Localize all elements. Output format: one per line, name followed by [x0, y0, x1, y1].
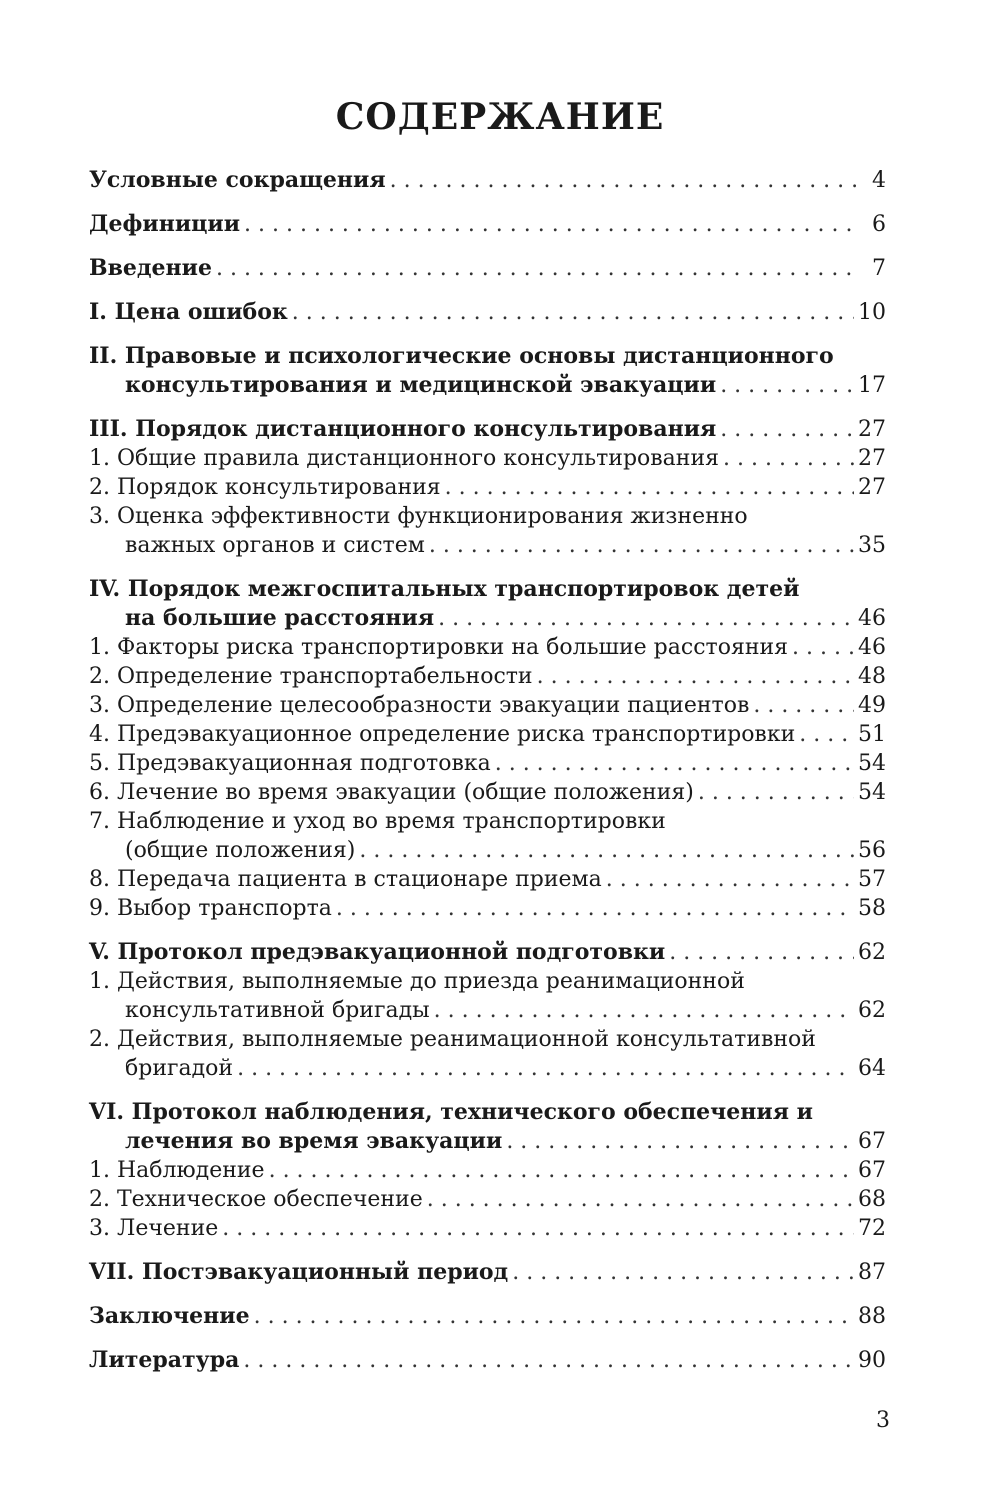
- toc-page-number: 54: [858, 751, 886, 776]
- toc-page-number: 46: [858, 606, 886, 631]
- toc-entry[interactable]: [89, 342, 886, 400]
- toc-page-number: 51: [858, 722, 886, 747]
- dot-leader: [723, 444, 854, 473]
- toc-page-number: 58: [858, 896, 886, 921]
- toc-page-number: 6: [872, 212, 886, 237]
- toc-entry-text: важных органов и систем: [125, 533, 425, 558]
- toc-entry-text: IV. Порядок межгоспитальных транспортировок детей: [89, 576, 800, 602]
- dot-leader: [254, 1302, 854, 1331]
- dot-leader: [495, 749, 854, 778]
- toc-entry[interactable]: [89, 807, 886, 865]
- dot-leader: [606, 865, 854, 894]
- dot-leader: [427, 1185, 854, 1214]
- toc-entry[interactable]: [89, 1098, 886, 1156]
- dot-leader: [669, 938, 854, 967]
- toc-entry[interactable]: [89, 575, 886, 633]
- toc-page-number: 46: [858, 635, 886, 660]
- toc-entry[interactable]: [89, 1025, 886, 1083]
- toc-page-number: 88: [858, 1304, 886, 1329]
- toc-entry-text: на большие расстояния: [125, 605, 435, 631]
- dot-leader: [269, 1156, 854, 1185]
- toc-page-number: 27: [858, 417, 886, 442]
- toc-entry-text: консультативной бригады: [125, 998, 430, 1023]
- toc-entry[interactable]: [89, 1185, 886, 1214]
- toc-entry-text: 1. Наблюдение: [89, 1158, 265, 1183]
- toc-page-number: 68: [858, 1187, 886, 1212]
- toc-page-number: 56: [858, 838, 886, 863]
- dot-leader: [237, 1054, 854, 1083]
- dot-leader: [506, 1127, 854, 1156]
- toc-entry-text: 5. Предэвакуационная подготовка: [89, 751, 491, 776]
- toc-page-number: 64: [858, 1056, 886, 1081]
- toc-entry-text: 2. Действия, выполняемые реанимационной консультативной: [89, 1027, 816, 1052]
- toc-entry[interactable]: [89, 473, 886, 502]
- dot-leader: [359, 836, 854, 865]
- toc-entry-text: 3. Определение целесообразности эвакуации пациентов: [89, 693, 750, 718]
- toc-entry-text: бригадой: [125, 1056, 234, 1081]
- toc-entry-text: Условные сокращения: [89, 167, 386, 193]
- toc-page-number: 4: [872, 168, 886, 193]
- toc-entry-text: 3. Лечение: [89, 1216, 219, 1241]
- toc-page-number: 87: [858, 1260, 886, 1285]
- toc-entry-text: 2. Техническое обеспечение: [89, 1187, 423, 1212]
- toc-page-number: 62: [858, 998, 886, 1023]
- page-number: 3: [876, 1408, 890, 1433]
- dot-leader: [429, 531, 854, 560]
- toc-entry[interactable]: [89, 662, 886, 691]
- toc-entry-text: 9. Выбор транспорта: [89, 896, 332, 921]
- toc-entry-text: Дефиниции: [89, 211, 241, 237]
- toc-entry[interactable]: [89, 210, 886, 239]
- toc-entry[interactable]: [89, 1302, 886, 1331]
- toc-entry-text: 1. Действия, выполняемые до приезда реанимационной: [89, 969, 745, 994]
- toc-entry[interactable]: [89, 633, 886, 662]
- toc-entry[interactable]: [89, 415, 886, 444]
- toc-entry-text: 6. Лечение во время эвакуации (общие положения): [89, 780, 694, 805]
- dot-leader: [799, 720, 854, 749]
- dot-leader: [438, 604, 854, 633]
- toc-entry-text: 8. Передача пациента в стационаре приема: [89, 867, 602, 892]
- toc-entry[interactable]: [89, 778, 886, 807]
- toc-entry-text: 7. Наблюдение и уход во время транспортировки: [89, 809, 666, 834]
- dot-leader: [512, 1258, 854, 1287]
- toc-entry-text: 4. Предэвакуационное определение риска транспортировки: [89, 722, 796, 747]
- toc-entry-text: Заключение: [89, 1303, 250, 1329]
- toc-entry-text: I. Цена ошибок: [89, 299, 288, 325]
- toc-entry[interactable]: [89, 865, 886, 894]
- dot-leader: [390, 166, 856, 195]
- toc-entry[interactable]: [89, 1258, 886, 1287]
- page-title: СОДЕРЖАНИЕ: [335, 96, 665, 138]
- toc-entry[interactable]: [89, 749, 886, 778]
- toc-page-number: 7: [872, 256, 886, 281]
- dot-leader: [243, 1346, 854, 1375]
- toc-entry-text: 1. Факторы риска транспортировки на большие расстояния: [89, 635, 789, 660]
- toc-entry[interactable]: [89, 938, 886, 967]
- dot-leader: [537, 662, 854, 691]
- toc-entry-text: 2. Определение транспортабельности: [89, 664, 533, 689]
- toc-entry-text: VI. Протокол наблюдения, технического обеспечения и: [89, 1099, 813, 1125]
- toc-entry-text: V. Протокол предэвакуационной подготовки: [89, 939, 666, 965]
- toc-page-number: 35: [858, 533, 886, 558]
- toc-entry-text: III. Порядок дистанционного консультирования: [89, 416, 717, 442]
- toc-entry[interactable]: [89, 1346, 886, 1375]
- toc-entry[interactable]: [89, 1214, 886, 1243]
- toc-page-number: 62: [858, 940, 886, 965]
- table-of-contents: [89, 166, 886, 1375]
- toc-entry-text: консультирования и медицинской эвакуации: [125, 372, 717, 398]
- toc-entry-text: II. Правовые и психологические основы дистанционного: [89, 343, 834, 369]
- toc-entry-text: VII. Постэвакуационный период: [89, 1259, 509, 1285]
- toc-entry-text: 3. Оценка эффективности функционирования жизненно: [89, 504, 748, 529]
- toc-page-number: 27: [858, 446, 886, 471]
- toc-entry[interactable]: [89, 894, 886, 923]
- toc-entry[interactable]: [89, 967, 886, 1025]
- toc-page-number: 49: [858, 693, 886, 718]
- dot-leader: [336, 894, 854, 923]
- toc-entry-text: Литература: [89, 1347, 240, 1373]
- toc-entry-text: лечения во время эвакуации: [125, 1128, 503, 1154]
- toc-entry[interactable]: [89, 502, 886, 560]
- toc-entry[interactable]: [89, 444, 886, 473]
- toc-entry[interactable]: [89, 166, 886, 195]
- toc-page-number: 17: [858, 373, 886, 398]
- toc-entry-text: 1. Общие правила дистанционного консультирования: [89, 446, 720, 471]
- toc-entry[interactable]: [89, 254, 886, 283]
- toc-entry-text: Введение: [89, 255, 212, 281]
- dot-leader: [720, 415, 854, 444]
- dot-leader: [445, 473, 854, 502]
- toc-entry[interactable]: [89, 1156, 886, 1185]
- toc-page-number: 90: [858, 1348, 886, 1373]
- toc-page-number: 67: [858, 1158, 886, 1183]
- dot-leader: [244, 210, 856, 239]
- toc-page-number: 10: [858, 300, 886, 325]
- toc-entry[interactable]: [89, 720, 886, 749]
- toc-entry[interactable]: [89, 298, 886, 327]
- toc-entry-text: (общие положения): [125, 838, 356, 863]
- toc-page-number: 27: [858, 475, 886, 500]
- toc-page-number: 48: [858, 664, 886, 689]
- dot-leader: [216, 254, 856, 283]
- dot-leader: [292, 298, 854, 327]
- toc-page-number: 54: [858, 780, 886, 805]
- dot-leader: [434, 996, 854, 1025]
- toc-page-number: 72: [858, 1216, 886, 1241]
- toc-entry[interactable]: [89, 691, 886, 720]
- dot-leader: [222, 1214, 854, 1243]
- toc-page-number: 67: [858, 1129, 886, 1154]
- toc-entry-text: 2. Порядок консультирования: [89, 475, 441, 500]
- dot-leader: [720, 371, 854, 400]
- dot-leader: [792, 633, 854, 662]
- dot-leader: [753, 691, 854, 720]
- toc-page-number: 57: [858, 867, 886, 892]
- dot-leader: [698, 778, 854, 807]
